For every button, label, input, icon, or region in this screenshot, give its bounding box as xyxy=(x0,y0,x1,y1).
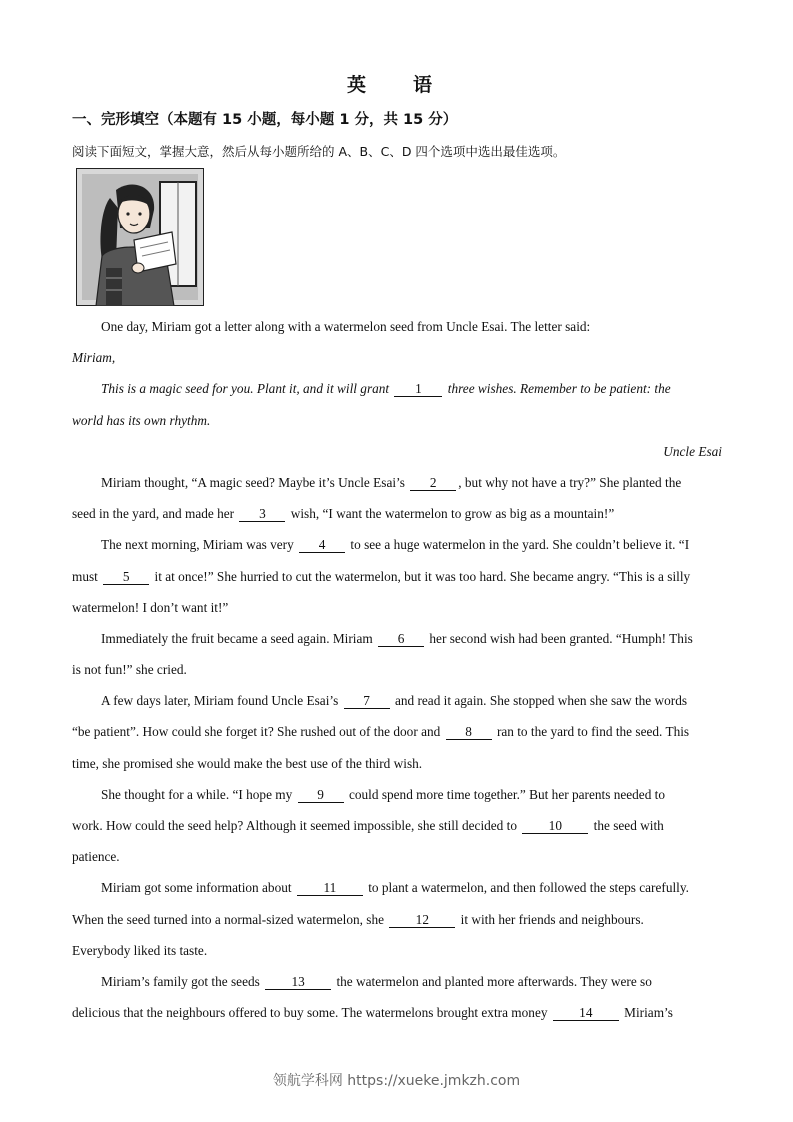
section-heading: 一、完形填空（本题有 15 小题，每小题 1 分，共 15 分） xyxy=(72,112,458,128)
blank-10[interactable]: 10 xyxy=(522,818,588,834)
passage-line: Miriam got some information about 11 to plant a watermelon, and then followed the steps carefully. xyxy=(101,880,689,896)
blank-7[interactable]: 7 xyxy=(344,693,390,709)
passage-line: “be patient”. How could she forget it? She rushed out of the door and 8 ran to the yard to find the seed. This xyxy=(72,724,690,740)
passage-line: One day, Miriam got a letter along with a watermelon seed from Uncle Esai. The letter said: xyxy=(101,319,591,334)
passage xyxy=(72,311,722,1028)
passage-line: When the seed turned into a normal-sized watermelon, she 12 it with her friends and neighbours. xyxy=(72,911,644,927)
passage-line: A few days later, Miriam found Uncle Esai’s 7 and read it again. She stopped when she saw the words xyxy=(101,693,688,709)
blank-14[interactable]: 14 xyxy=(553,1005,619,1021)
letter-line: This is a magic seed for you. Plant it, and it will grant 1 three wishes. Remember to be patient: the xyxy=(101,381,671,397)
passage-line: She thought for a while. “I hope my 9 could spend more time together.” But her parents needed to xyxy=(101,786,666,802)
letter-salutation: Miriam, xyxy=(72,350,116,366)
blank-8[interactable]: 8 xyxy=(446,724,492,740)
blank-13[interactable]: 13 xyxy=(265,974,331,990)
passage-line: patience. xyxy=(72,849,120,865)
blank-5[interactable]: 5 xyxy=(103,569,149,585)
passage-line: The next morning, Miriam was very 4 to see a huge watermelon in the yard. She couldn’t believe it. “I xyxy=(101,537,690,553)
passage-line: delicious that the neighbours offered to buy some. The watermelons brought extra money 14 Miriam’s xyxy=(72,1005,673,1021)
passage-line: watermelon! I don’t want it!” xyxy=(72,599,229,615)
passage-line: Everybody liked its taste. xyxy=(72,942,208,958)
blank-11[interactable]: 11 xyxy=(297,880,363,896)
passage-line: work. How could the seed help? Although it seemed impossible, she still decided to 10 the seed with xyxy=(72,818,664,833)
footer-watermark[interactable]: 领航学科网 https://xueke.jmkzh.com xyxy=(272,1073,521,1089)
blank-1[interactable]: 1 xyxy=(394,381,442,397)
blank-9[interactable]: 9 xyxy=(298,787,344,803)
blank-4[interactable]: 4 xyxy=(299,537,345,553)
letter-signature: Uncle Esai xyxy=(663,443,722,459)
letter-line: world has its own rhythm. xyxy=(72,412,211,428)
passage-line: must 5 it at once!” She hurried to cut the watermelon, but it was too hard. She became angry. “This is a silly xyxy=(72,568,691,584)
blank-6[interactable]: 6 xyxy=(378,631,424,647)
blank-3[interactable]: 3 xyxy=(239,506,285,522)
passage-line: is not fun!” she cried. xyxy=(72,662,187,678)
passage-line: seed in the yard, and made her 3 wish, “I want the watermelon to grow as big as a mountain!” xyxy=(72,506,615,522)
page-title: 英 语 xyxy=(346,74,446,96)
passage-line: Immediately the fruit became a seed again. Miriam 6 her second wish had been granted. “Humph! This xyxy=(101,630,693,646)
passage-line: Miriam’s family got the seeds 13 the watermelon and planted more afterwards. They were so xyxy=(101,973,652,989)
blank-12[interactable]: 12 xyxy=(389,912,455,928)
instruction-text: 阅读下面短文，掌握大意，然后从每小题所给的 A、B、C、D 四个选项中选出最佳选项。 xyxy=(72,144,566,159)
girl-reading-letter-illustration xyxy=(76,168,204,306)
passage-line: time, she promised she would make the best use of the third wish. xyxy=(72,755,423,771)
passage-line: Miriam thought, “A magic seed? Maybe it’s Uncle Esai’s 2 , but why not have a try?” She planted the xyxy=(101,474,682,490)
blank-2[interactable]: 2 xyxy=(410,475,456,491)
